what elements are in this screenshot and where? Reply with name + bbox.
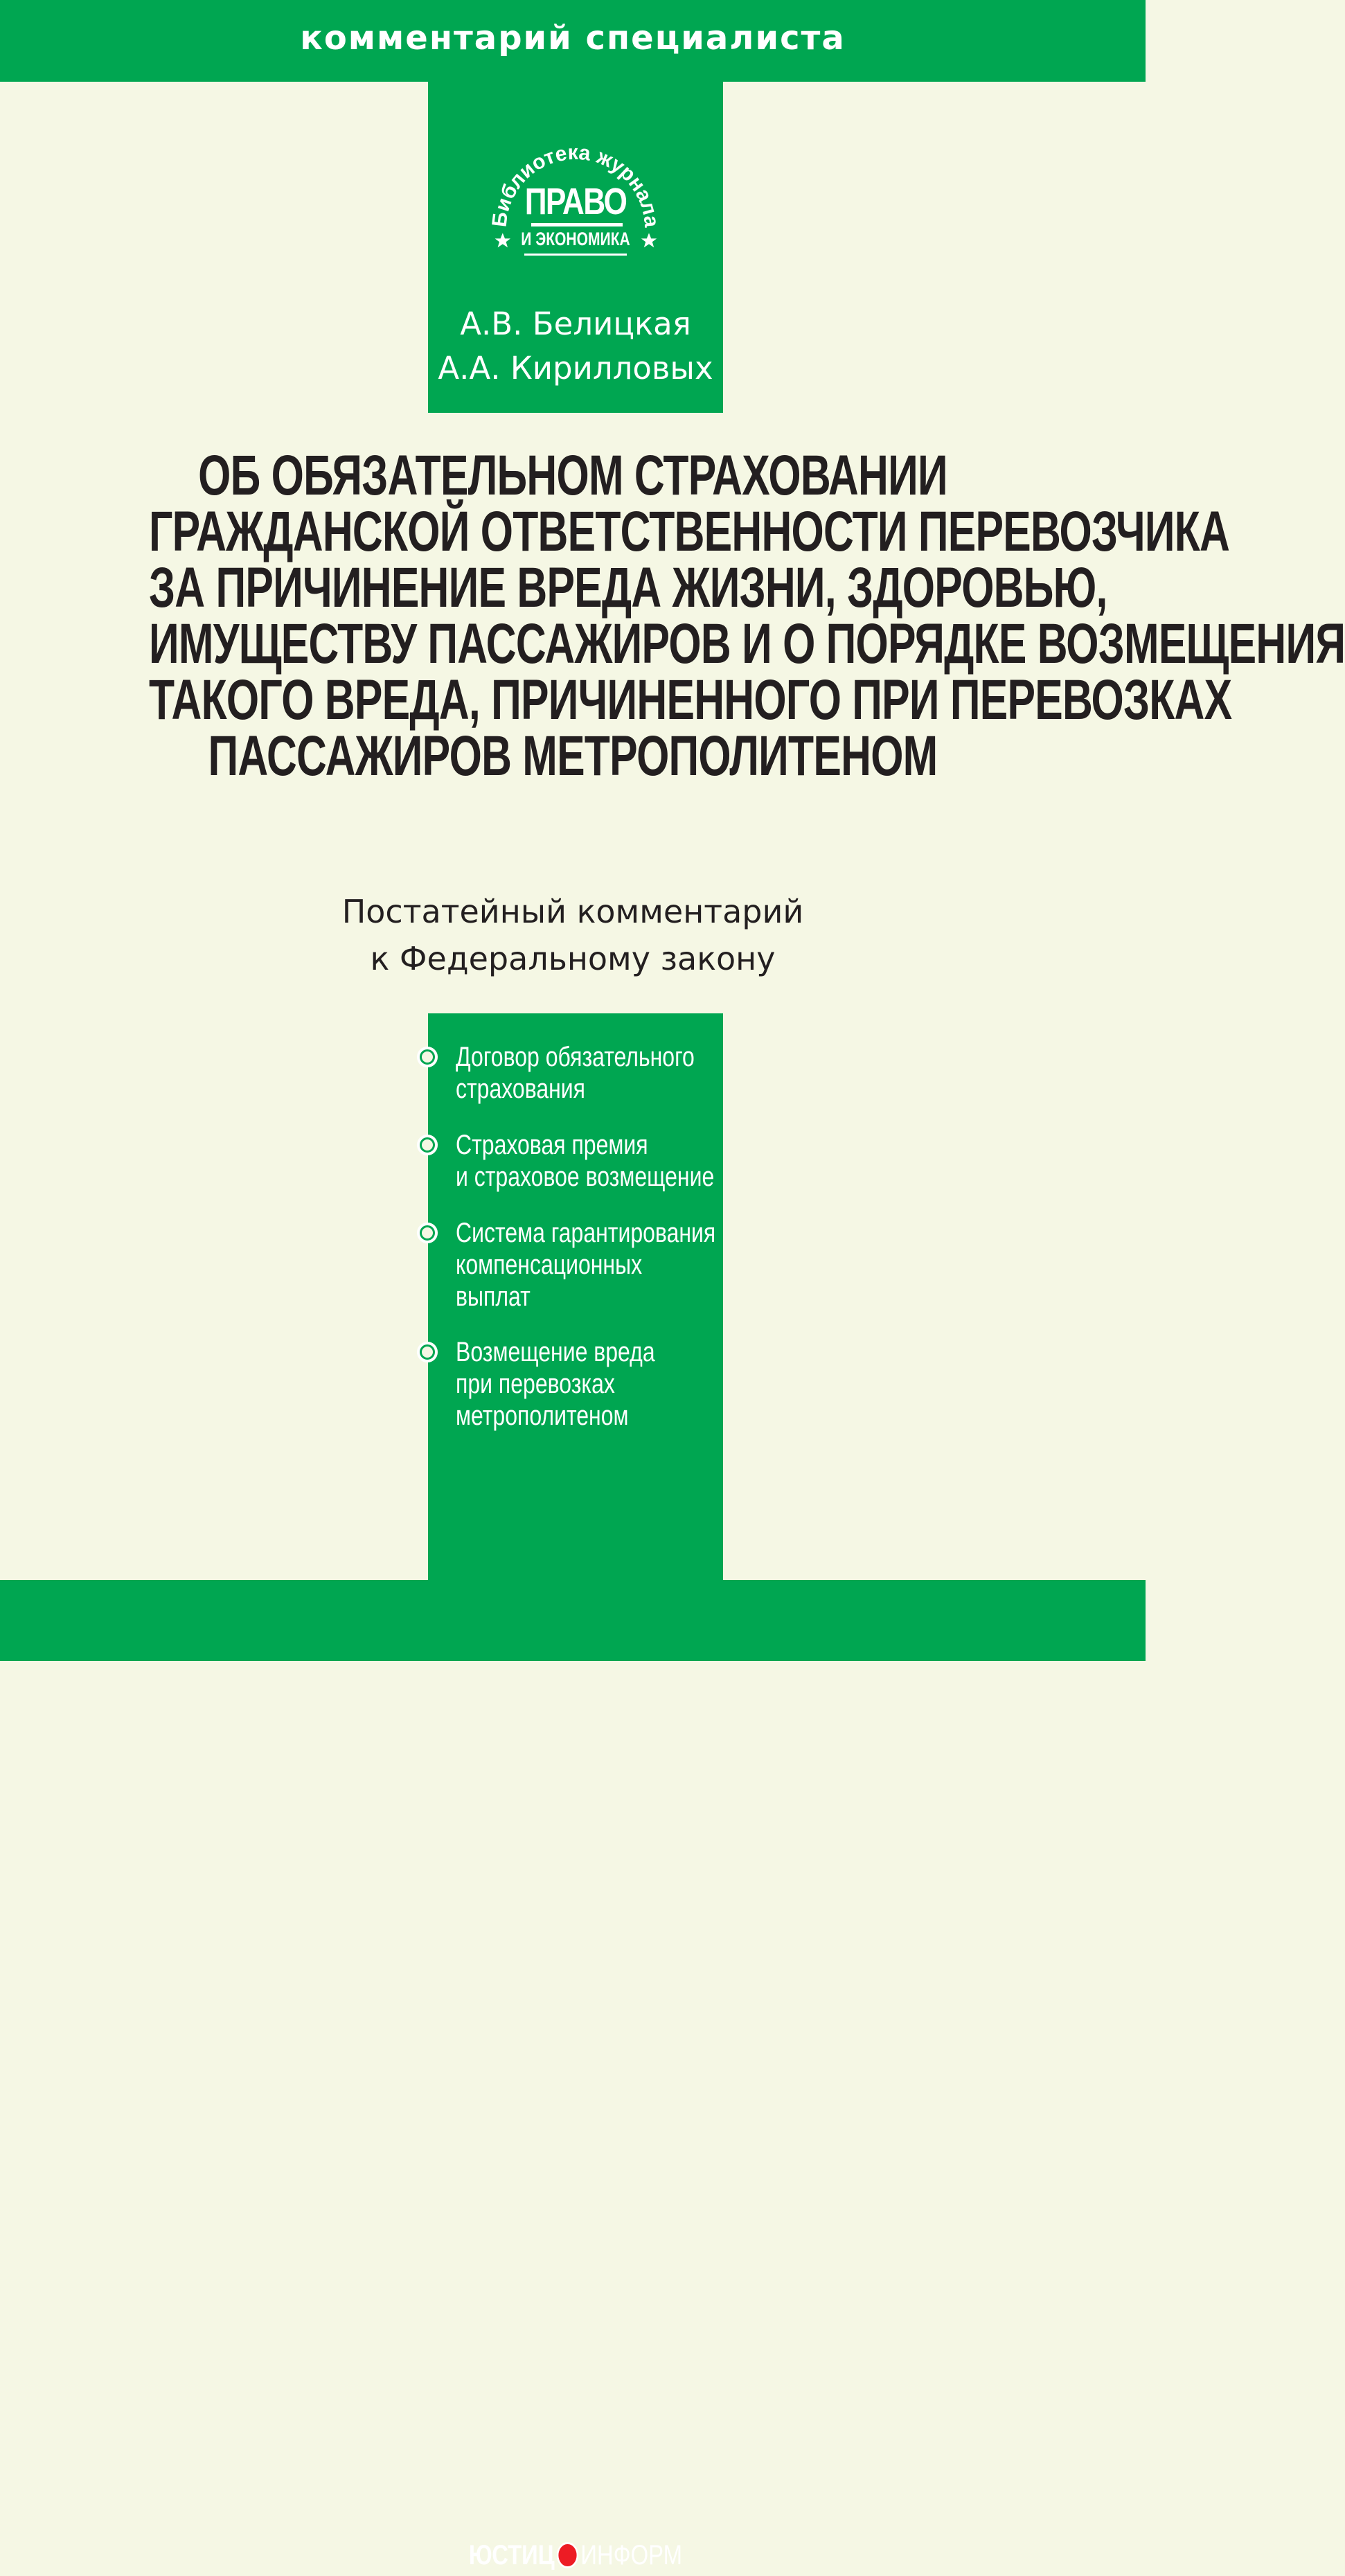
author-2: А.А. Кирилловых xyxy=(438,350,713,387)
title-line: ИМУЩЕСТВУ ПАССАЖИРОВ И О ПОРЯДКЕ ВОЗМЕЩЕНИЯ xyxy=(149,612,1345,675)
topic-line: Система гарантирования xyxy=(456,1218,716,1248)
logo-underline xyxy=(531,223,623,226)
topic-line: и страховое возмещение xyxy=(456,1162,715,1192)
topic-line: выплат xyxy=(456,1281,531,1312)
book-title xyxy=(0,444,1345,788)
book-subtitle xyxy=(0,888,1146,982)
publisher-name-left: ЮСТИЦ xyxy=(468,2539,555,2570)
title-line: ТАКОГО ВРЕДА, ПРИЧИНЕННОГО ПРИ ПЕРЕВОЗКАХ xyxy=(149,668,1232,731)
topic-line: Страховая премия xyxy=(456,1130,648,1160)
title-line: ЗА ПРИЧИНЕНИЕ ВРЕДА ЖИЗНИ, ЗДОРОВЬЮ, xyxy=(149,556,1107,619)
author-1: А.В. Белицкая xyxy=(460,305,691,342)
series-title: комментарий специалиста xyxy=(300,19,846,57)
publisher-name-right: ИНФОРМ xyxy=(580,2539,683,2570)
series-header-band xyxy=(0,0,1146,82)
topic-line: компенсационных xyxy=(456,1250,643,1280)
bullet-icon xyxy=(417,1047,438,1067)
journal-logo xyxy=(488,118,663,292)
topic-line: страхования xyxy=(456,1074,585,1104)
bullet-icon xyxy=(417,1135,438,1155)
logo-main-text: ПРАВО xyxy=(524,181,627,222)
topic-line: Возмещение вреда xyxy=(456,1337,655,1367)
subtitle-line: к Федеральному закону xyxy=(370,940,776,977)
title-line: ПАССАЖИРОВ МЕТРОПОЛИТЕНОМ xyxy=(208,725,938,788)
topic-line: при перевозках xyxy=(456,1369,615,1399)
subtitle-line: Постатейный комментарий xyxy=(341,893,804,930)
title-line: ОБ ОБЯЗАТЕЛЬНОМ СТРАХОВАНИИ xyxy=(198,444,947,507)
logo-arc-text: Библиотека журнала xyxy=(488,141,663,229)
title-line: ГРАЖДАНСКОЙ ОТВЕТСТВЕННОСТИ ПЕРЕВОЗЧИКА xyxy=(149,500,1230,563)
publisher-mark-icon xyxy=(557,2542,578,2568)
topic-line: метрополитеном xyxy=(456,1401,629,1431)
authors xyxy=(428,302,723,391)
lower-green-panel xyxy=(428,1013,723,2570)
publisher-logo xyxy=(428,2534,723,2576)
topic-line: Договор обязательного xyxy=(456,1042,695,1072)
bullet-icon xyxy=(417,1342,438,1362)
upper-green-panel xyxy=(428,82,723,413)
bullet-icon xyxy=(417,1223,438,1243)
footer-band xyxy=(0,1580,1146,1661)
logo-sub-text: И ЭКОНОМИКА xyxy=(521,229,630,249)
